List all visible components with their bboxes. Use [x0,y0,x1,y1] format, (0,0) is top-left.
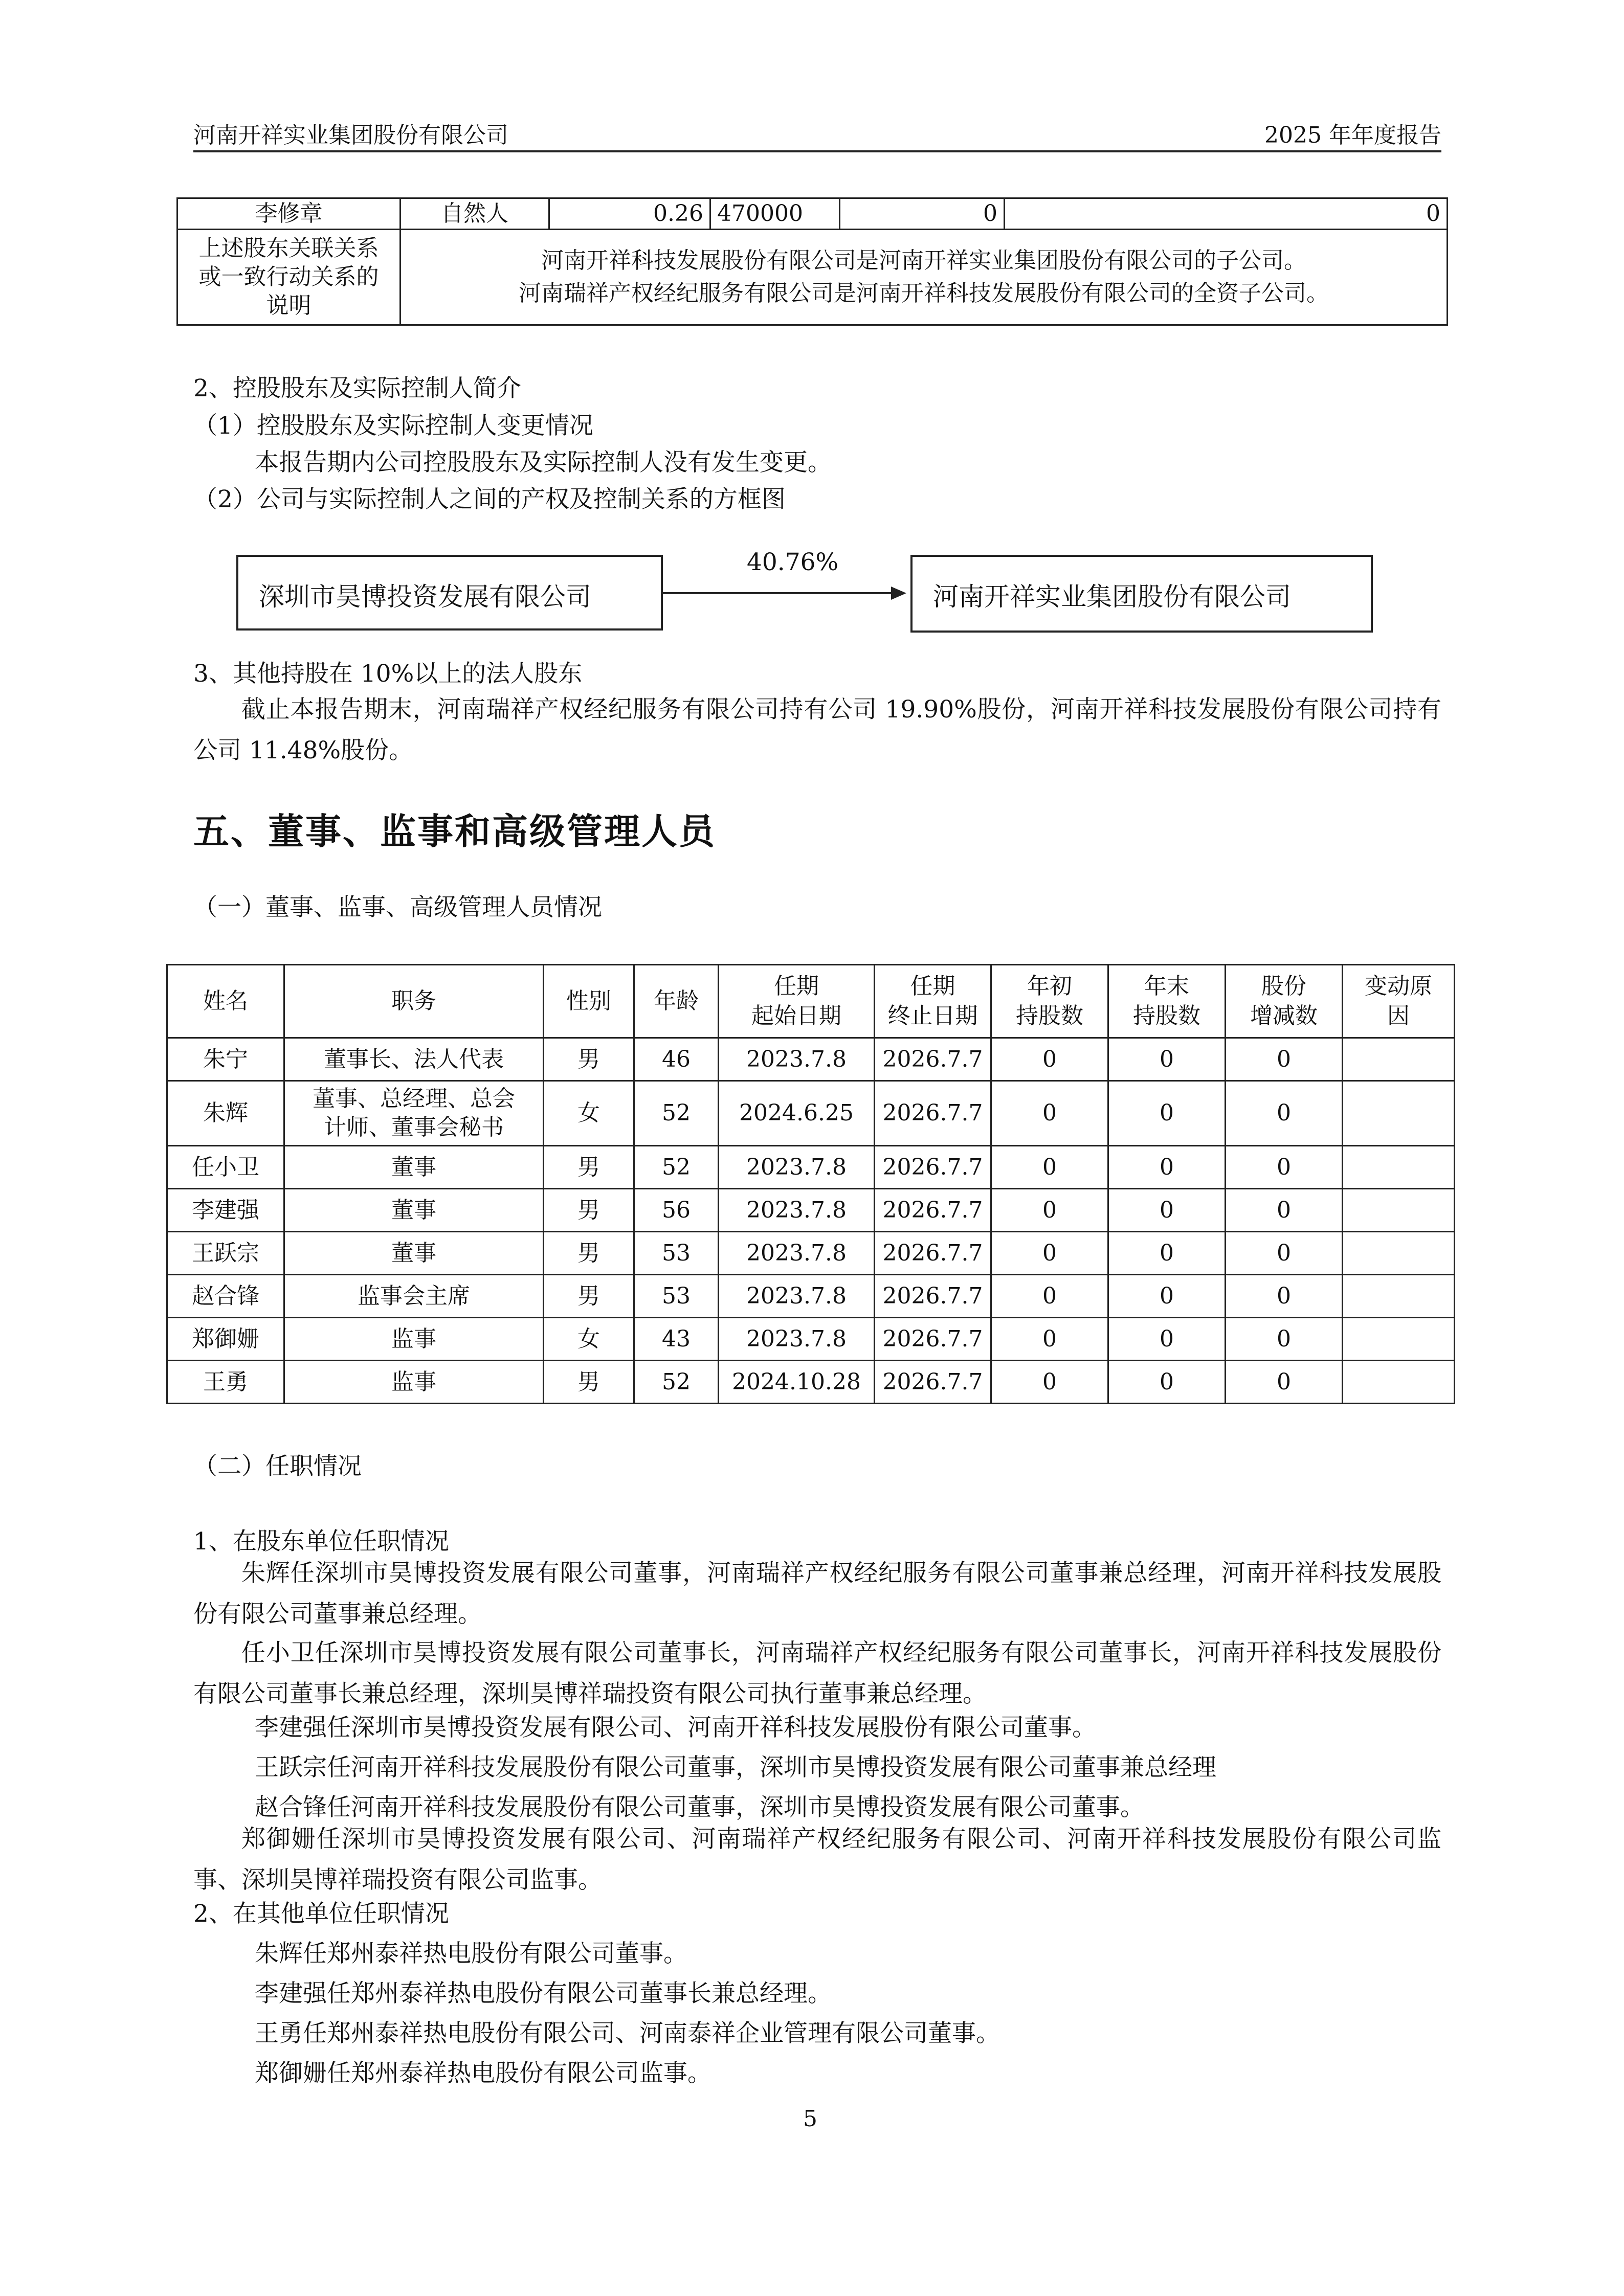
running-header [193,117,1441,152]
table-cell: 2026.7.7 [875,1038,991,1081]
table-cell [1343,1146,1455,1189]
table-cell: 王跃宗 [167,1232,284,1275]
table-cell [1343,1038,1455,1081]
table-header-cell: 职务 [284,965,544,1038]
section-heading: 3、其他持股在 10%以上的法人股东 [193,660,583,688]
table-cell: 朱辉 [167,1081,284,1146]
page-number: 5 [803,2106,817,2132]
body-paragraph: 任小卫任深圳市昊博投资发展有限公司董事长，河南瑞祥产权经纪服务有限公司董事长，河南开祥科技发展股份有限公司董事长兼总经理，深圳昊博祥瑞投资有限公司执行董事兼总经理。 [193,1639,1441,1708]
table-cell: 46 [634,1038,719,1081]
table-cell: 0 [1226,1146,1343,1189]
table-cell: 2023.7.8 [719,1038,875,1081]
table-cell: 董事 [284,1189,544,1232]
table-cell: 2023.7.8 [719,1232,875,1275]
body-text: 郑御姗任郑州泰祥热电股份有限公司监事。 [255,2059,711,2087]
body-paragraph: 郑御姗任深圳市昊博投资发展有限公司、河南瑞祥产权经纪服务有限公司、河南开祥科技发展股份有限公司监事、深圳昊博祥瑞投资有限公司监事。 [193,1825,1441,1894]
table-row [177,230,1448,325]
table-row [167,1146,1455,1189]
table-cell: 0 [1108,1361,1226,1404]
table-cell [1343,1081,1455,1146]
table-cell: 董事 [284,1232,544,1275]
table-cell: 2026.7.7 [875,1189,991,1232]
table-header-cell: 年末 持股数 [1108,965,1226,1038]
table-cell: 0 [991,1146,1108,1189]
table-header-cell: 变动原 因 [1343,965,1455,1038]
table-cell: 董事 [284,1146,544,1189]
table-cell: 李建强 [167,1189,284,1232]
table-cell: 2026.7.7 [875,1081,991,1146]
table-cell: 0 [1108,1232,1226,1275]
table-cell: 监事 [284,1361,544,1404]
table-row [167,1189,1455,1232]
table-cell [1343,1275,1455,1318]
table-row [167,1038,1455,1081]
section-heading: 2、在其他单位任职情况 [193,1900,449,1928]
table-cell: 0 [1108,1081,1226,1146]
relation-note-body [401,230,1448,325]
table-cell: 2026.7.7 [875,1275,991,1318]
body-text: 王勇任郑州泰祥热电股份有限公司、河南泰祥企业管理有限公司董事。 [255,2019,1000,2047]
table-cell: 2023.7.8 [719,1275,875,1318]
diagram-percent-label: 40.76% [747,548,839,576]
arrow-right-icon [891,587,906,600]
table-cell: 52 [634,1361,719,1404]
table-cell: 自然人 [401,198,549,230]
body-paragraph: 截止本报告期末，河南瑞祥产权经纪服务有限公司持有公司 19.90%股份，河南开祥科技发展股份有限公司持有公司 11.48%股份。 [193,695,1441,764]
table-cell: 0 [1005,198,1448,230]
relation-note-line: 河南瑞祥产权经纪服务有限公司是河南开祥科技发展股份有限公司的全资子公司。 [519,280,1329,306]
table-cell: 男 [544,1361,634,1404]
table-cell: 2026.7.7 [875,1146,991,1189]
table-header-cell: 年龄 [634,965,719,1038]
table-cell [1343,1318,1455,1361]
table-cell: 董事长、法人代表 [284,1038,544,1081]
table-cell: 0 [1108,1146,1226,1189]
table-cell [1343,1361,1455,1404]
table-cell: 0 [1226,1081,1343,1146]
section-heading: 2、控股股东及实际控制人简介 [193,374,521,402]
table-cell: 0 [991,1275,1108,1318]
table-cell: 女 [544,1081,634,1146]
relation-note-label-text: 上述股东关联关系或一致行动关系的说明 [198,235,379,319]
table-cell: 0 [1226,1189,1343,1232]
table-row [167,1361,1455,1404]
table-cell: 0 [991,1361,1108,1404]
relation-note-label [177,230,401,325]
body-text: 王跃宗任河南开祥科技发展股份有限公司董事，深圳市昊博投资发展有限公司董事兼总经理 [255,1753,1216,1782]
subsection-heading: （二）任职情况 [193,1452,362,1480]
table-cell: 男 [544,1189,634,1232]
diagram-box-company [910,555,1373,633]
table-cell: 2023.7.8 [719,1189,875,1232]
table-header-cell: 任期 终止日期 [875,965,991,1038]
table-cell: 53 [634,1232,719,1275]
table-cell: 52 [634,1081,719,1146]
table-cell: 470000 [710,198,840,230]
table-cell: 0 [1226,1361,1343,1404]
table-cell: 0 [1108,1318,1226,1361]
table-cell: 0 [1226,1232,1343,1275]
table-cell: 赵合锋 [167,1275,284,1318]
table-cell: 0 [1226,1275,1343,1318]
table-cell: 2026.7.7 [875,1361,991,1404]
table-row [167,1081,1455,1146]
body-text: 李建强任深圳市昊博投资发展有限公司、河南开祥科技发展股份有限公司董事。 [255,1714,1096,1742]
directors-table [166,964,1455,1404]
table-cell: 0 [840,198,1005,230]
table-cell [1343,1189,1455,1232]
table-cell: 监事会主席 [284,1275,544,1318]
table-cell: 男 [544,1146,634,1189]
table-cell: 53 [634,1275,719,1318]
table-cell: 董事、总经理、总会 计师、董事会秘书 [284,1081,544,1146]
table-cell: 0 [991,1038,1108,1081]
table-cell: 男 [544,1038,634,1081]
table-cell: 0 [991,1232,1108,1275]
table-row [167,1275,1455,1318]
table-cell: 0 [991,1081,1108,1146]
table-cell: 0 [1226,1038,1343,1081]
table-cell: 56 [634,1189,719,1232]
table-header-cell: 任期 起始日期 [719,965,875,1038]
subsection-heading: （2）公司与实际控制人之间的产权及控制关系的方框图 [193,485,786,513]
table-cell [1343,1232,1455,1275]
table-cell: 郑御姗 [167,1318,284,1361]
section-heading: 1、在股东单位任职情况 [193,1527,449,1556]
table-cell: 任小卫 [167,1146,284,1189]
table-cell: 2026.7.7 [875,1318,991,1361]
table-cell: 2023.7.8 [719,1146,875,1189]
diagram-box-label: 深圳市昊博投资发展有限公司 [259,582,591,612]
shareholder-table-tail [176,197,1448,326]
table-cell: 李修章 [177,198,401,230]
table-cell: 女 [544,1318,634,1361]
diagram-arrow-line [663,592,895,594]
subsection-heading: （1）控股股东及实际控制人变更情况 [193,412,593,440]
table-cell: 2024.10.28 [719,1361,875,1404]
body-text: 本报告期内公司控股股东及实际控制人没有发生变更。 [255,448,832,477]
table-header-cell: 姓名 [167,965,284,1038]
table-cell: 0.26 [549,198,710,230]
table-cell: 0 [1108,1189,1226,1232]
table-cell: 43 [634,1318,719,1361]
table-cell: 2024.6.25 [719,1081,875,1146]
header-report-title: 2025 年年度报告 [1264,122,1441,148]
diagram-box-label: 河南开祥实业集团股份有限公司 [933,582,1291,612]
section-title: 五、董事、监事和高级管理人员 [193,811,716,852]
table-cell: 朱宁 [167,1038,284,1081]
header-company: 河南开祥实业集团股份有限公司 [193,122,508,148]
table-cell: 监事 [284,1318,544,1361]
table-row [177,198,1448,230]
table-cell: 52 [634,1146,719,1189]
table-cell: 男 [544,1275,634,1318]
table-header-cell: 性别 [544,965,634,1038]
table-cell: 0 [1108,1038,1226,1081]
table-cell: 男 [544,1232,634,1275]
body-paragraph: 朱辉任深圳市昊博投资发展有限公司董事，河南瑞祥产权经纪服务有限公司董事兼总经理，河南开祥科技发展股份有限公司董事兼总经理。 [193,1559,1441,1628]
table-cell: 2023.7.8 [719,1318,875,1361]
body-text: 赵合锋任河南开祥科技发展股份有限公司董事，深圳市昊博投资发展有限公司董事。 [255,1793,1144,1821]
table-cell: 2026.7.7 [875,1232,991,1275]
subsection-heading: （一）董事、监事、高级管理人员情况 [193,893,602,921]
diagram-box-controller [236,555,663,631]
relation-note-line: 河南开祥科技发展股份有限公司是河南开祥实业集团股份有限公司的子公司。 [541,247,1306,274]
table-header-cell: 股份 增减数 [1226,965,1343,1038]
table-cell: 0 [991,1189,1108,1232]
table-cell: 0 [991,1318,1108,1361]
body-text: 李建强任郑州泰祥热电股份有限公司董事长兼总经理。 [255,1979,832,2008]
table-cell: 王勇 [167,1361,284,1404]
table-row [167,1232,1455,1275]
table-header-cell: 年初 持股数 [991,965,1108,1038]
table-cell: 0 [1108,1275,1226,1318]
body-text: 朱辉任郑州泰祥热电股份有限公司董事。 [255,1940,687,1968]
table-row [167,1318,1455,1361]
table-header-row [167,965,1455,1038]
table-cell: 0 [1226,1318,1343,1361]
